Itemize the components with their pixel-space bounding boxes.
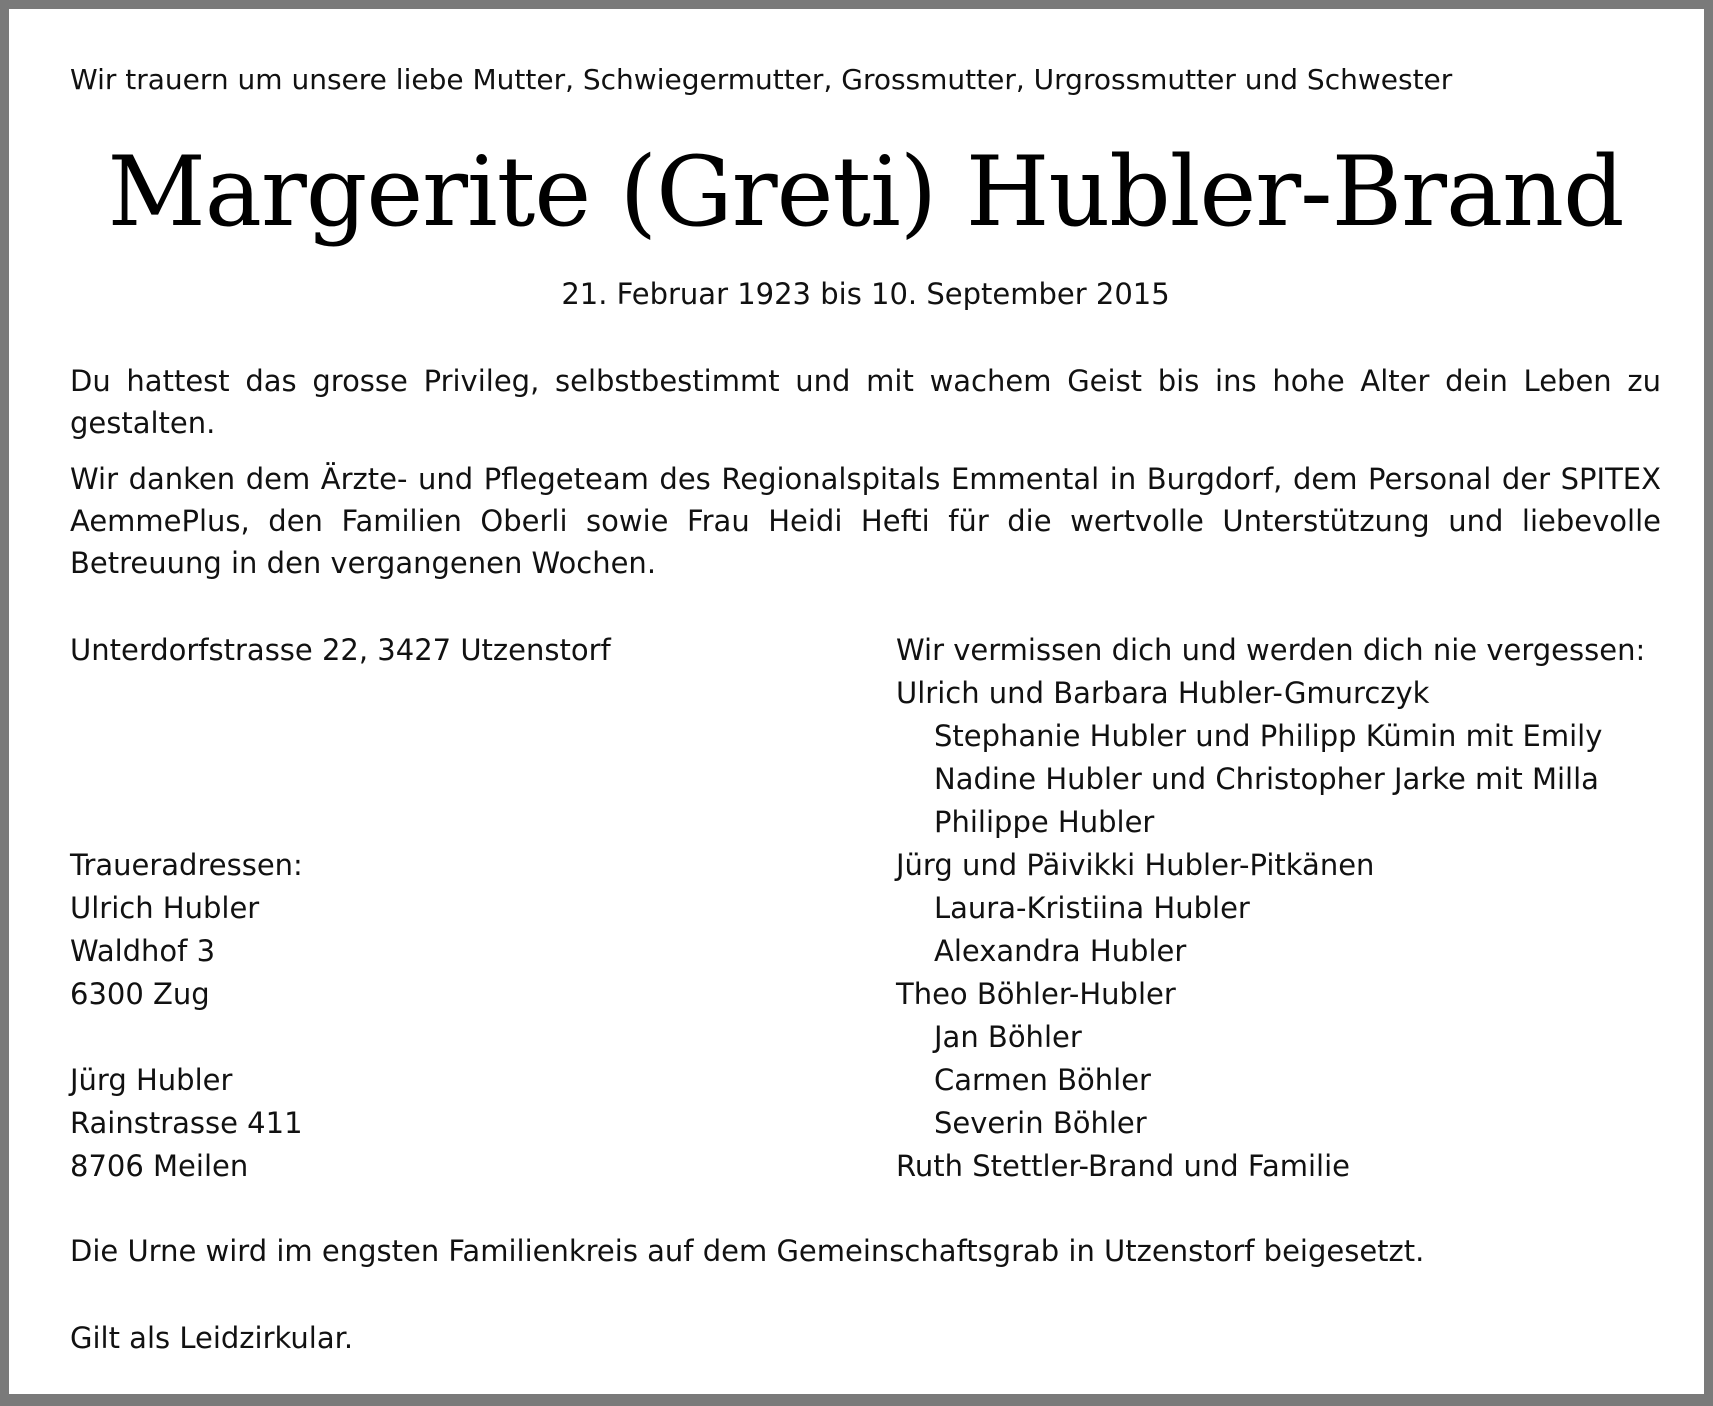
intro-line: Wir trauern um unsere liebe Mutter, Schwiegermutter, Grossmutter, Urgrossmutter und Schwester	[70, 63, 1453, 96]
life-dates: 21. Februar 1923 bis 10. September 2015	[561, 277, 1170, 311]
address-line: 8706 Meilen	[70, 1149, 249, 1183]
family-group-head: Ruth Stettler-Brand und Familie	[896, 1149, 1350, 1183]
family-member: Laura-Kristiina Hubler	[934, 891, 1250, 925]
spacer	[70, 1016, 303, 1059]
closing-note: Gilt als Leidzirkular.	[70, 1321, 354, 1355]
paragraph-thanks: Wir danken dem Ärzte- und Pflegeteam des Regionalspitals Emmental in Burgdorf, dem Personal der SPITEX AemmePlus, den Familien Oberli sowie Frau Heidi Hefti für die wertvolle Unterstützung und liebevolle Betreuung in den vergangenen Wochen.	[70, 462, 1661, 580]
family-member: Stephanie Hubler und Philipp Kümin mit Emily	[934, 719, 1603, 753]
family-member: Nadine Hubler und Christopher Jarke mit Milla	[934, 762, 1599, 796]
mourning-addresses-heading: Traueradressen:	[70, 848, 303, 882]
urn-notice: Die Urne wird im engsten Familienkreis auf dem Gemeinschaftsgrab in Utzenstorf beigesetzt.	[70, 1234, 1425, 1268]
family-list	[896, 629, 1645, 1188]
address-line: 6300 Zug	[70, 977, 210, 1011]
address-line: Ulrich Hubler	[70, 891, 260, 925]
family-group-head: Ulrich und Barbara Hubler-Gmurczyk	[896, 676, 1430, 710]
address-line: Jürg Hubler	[70, 1063, 233, 1097]
home-address: Unterdorfstrasse 22, 3427 Utzenstorf	[70, 633, 611, 667]
family-group-head: Theo Böhler-Hubler	[896, 977, 1176, 1011]
paragraph-privilege: Du hattest das grosse Privileg, selbstbestimmt und mit wachem Geist bis ins hohe Alter dein Leben zu gestalten.	[70, 364, 1661, 440]
family-member: Alexandra Hubler	[934, 934, 1187, 968]
deceased-name: Margerite (Greti) Hubler-Brand	[107, 136, 1624, 248]
family-group-head: Jürg und Päivikki Hubler-Pitkänen	[896, 848, 1375, 882]
family-member: Carmen Böhler	[934, 1063, 1151, 1097]
family-member: Jan Böhler	[934, 1020, 1082, 1054]
family-member: Philippe Hubler	[934, 805, 1155, 839]
address-line: Waldhof 3	[70, 934, 216, 968]
address-line: Rainstrasse 411	[70, 1106, 303, 1140]
mourning-addresses	[70, 844, 303, 1188]
family-heading: Wir vermissen dich und werden dich nie vergessen:	[896, 633, 1646, 667]
family-member: Severin Böhler	[934, 1106, 1147, 1140]
